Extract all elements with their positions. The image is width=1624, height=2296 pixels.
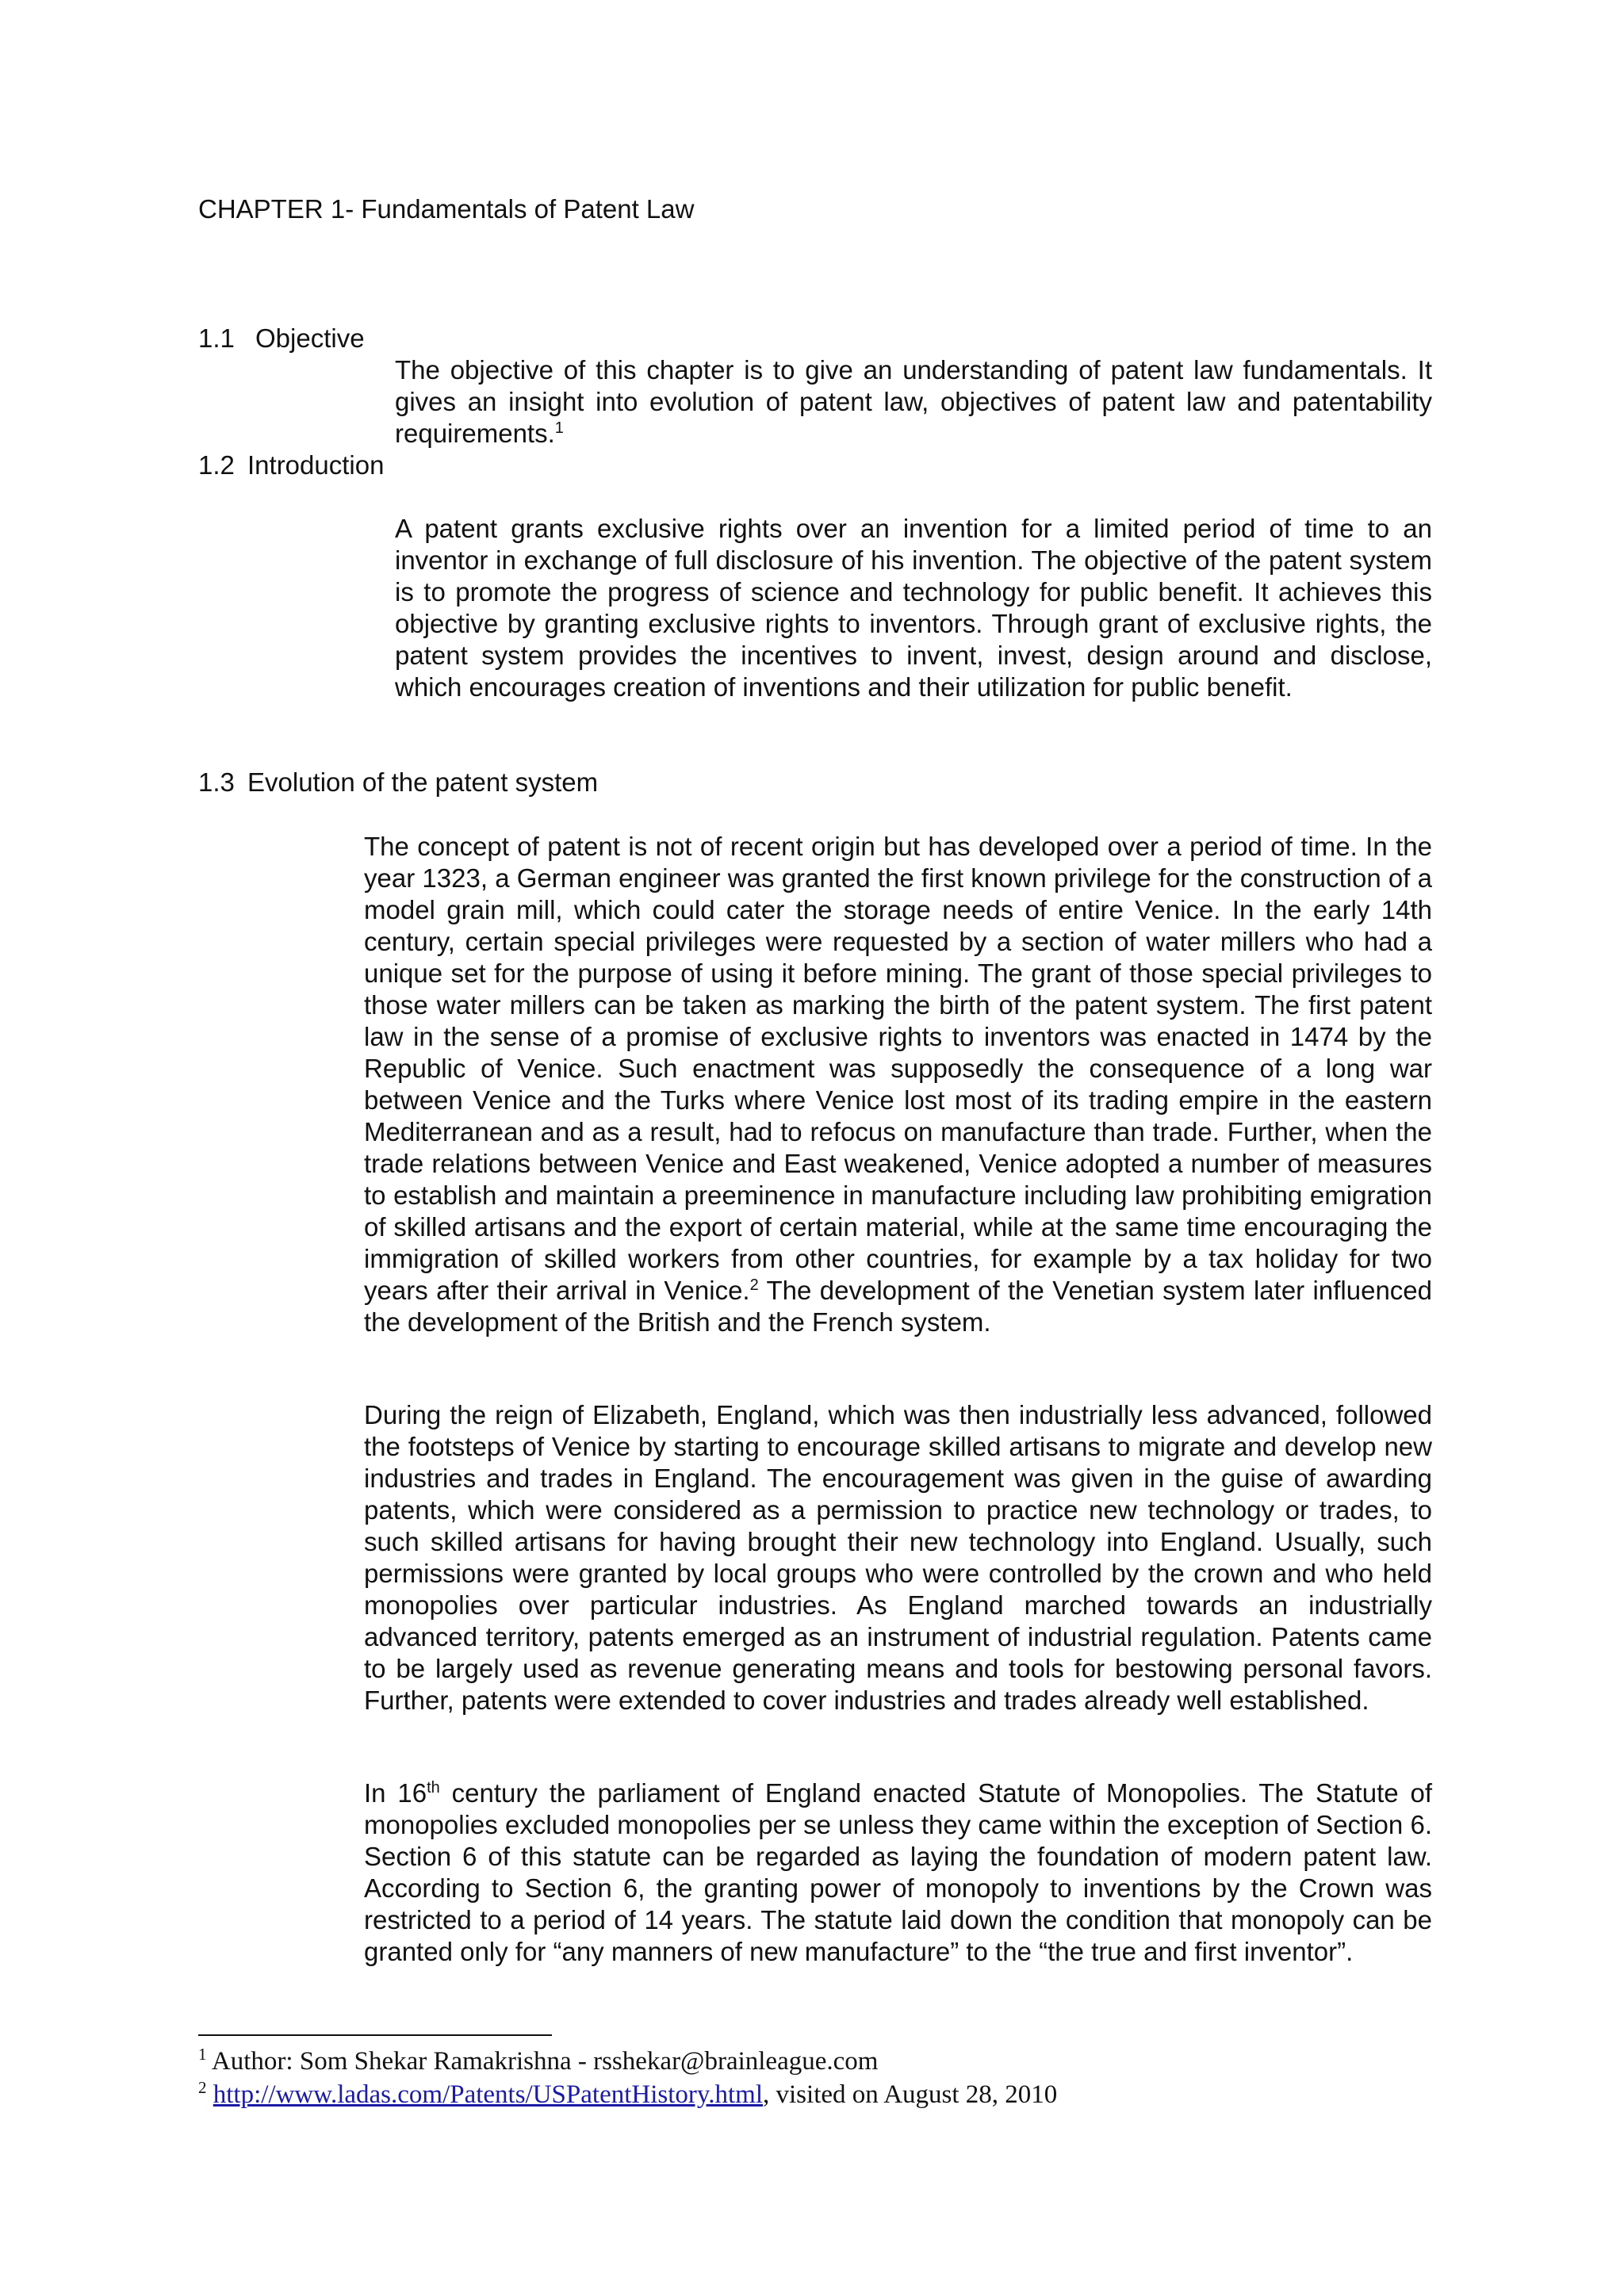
section-heading-objective — [198, 323, 365, 354]
footnote-ref-1: 1 — [554, 419, 564, 437]
footnote-2 — [198, 2079, 1057, 2110]
footnote-1 — [198, 2045, 878, 2077]
paragraph-text: During the reign of Elizabeth, England, which was then industrially less advanced, followed the footsteps of Venice by starting to encourage skilled artisans to migrate and develop new industries and trades in England. The encouragement was given in the guise of awarding patents, which were considered as a permission to practice new technology or trades, to such skilled artisans for having brought their new technology into England. Usually, such permissions were granted by local groups who were controlled by the crown and who held monopolies over particular industries. As England marched towards an industrially advanced territory, patents emerged as an instrument of industrial regulation. Patents came to be largely used as revenue generating means and tools for bestowing personal favors. Further, patents were extended to cover industries and trades already well established. — [364, 1400, 1432, 1715]
paragraph-text: In 16 — [364, 1778, 427, 1808]
footnote-divider — [198, 2034, 552, 2036]
section-number: 1.3 — [198, 767, 235, 797]
paragraph-text-continued: The development of the Venetian system later influenced the development of the British and the French system. — [364, 1276, 1432, 1337]
footnote-text: , visited on August 28, 2010 — [763, 2080, 1058, 2109]
objective-paragraph — [395, 354, 1432, 450]
footnote-number: 1 — [198, 2045, 207, 2064]
introduction-paragraph — [395, 513, 1432, 703]
section-heading-evolution — [198, 767, 598, 798]
section-title: Introduction — [247, 450, 385, 480]
ordinal-superscript: th — [427, 1779, 440, 1797]
section-heading-introduction — [198, 450, 384, 481]
paragraph-text-continued: century the parliament of England enacted Statute of Monopolies. The Statute of monopolies excluded monopolies per se unless they came within the exception of Section 6. Section 6 of this statute can be regarded as laying the foundation of modern patent law. According to Section 6, the granting power of monopoly to inventions by the Crown was restricted to a period of 14 years. The statute laid down the condition that monopoly can be granted only for “any manners of new manufacture” to the “the true and first inventor”. — [364, 1778, 1432, 1966]
evolution-paragraph-1 — [364, 831, 1432, 1338]
footnote-ref-2: 2 — [749, 1276, 759, 1294]
section-title: Evolution of the patent system — [247, 767, 599, 797]
evolution-paragraph-3 — [364, 1777, 1432, 1968]
footnote-link[interactable]: http://www.ladas.com/Patents/USPatentHistory.html — [213, 2080, 764, 2109]
paragraph-text: The concept of patent is not of recent origin but has developed over a period of time. In the year 1323, a German engineer was granted the first known privilege for the construction of a model grain mill, which could cater the storage needs of entire Venice. In the early 14th century, certain special privileges were requested by a section of water millers who had a unique set for the purpose of using it before mining. The grant of those special privileges to those water millers can be taken as marking the birth of the patent system. The first patent law in the sense of a promise of exclusive rights to inventors was enacted in 1474 by the Republic of Venice. Such enactment was supposedly the consequence of a long war between Venice and the Turks where Venice lost most of its trading empire in the eastern Mediterranean and as a result, had to refocus on manufacture than trade. Further, when the trade relations between Venice and East weakened, Venice adopted a number of measures to establish and maintain a preeminence in manufacture including law prohibiting emigration of skilled artisans and the export of certain material, while at the same time encouraging the immigration of skilled workers from other countries, for example by a tax holiday for two years after their arrival in Venice. — [364, 832, 1432, 1305]
chapter-title: CHAPTER 1- Fundamentals of Patent Law — [198, 194, 695, 224]
section-number: 1.1 — [198, 323, 235, 353]
evolution-paragraph-2 — [364, 1399, 1432, 1716]
paragraph-text: A patent grants exclusive rights over an invention for a limited period of time to an inventor in exchange of full disclosure of his invention. The objective of the patent system is to promote the progress of science and technology for public benefit. It achieves this objective by granting exclusive rights to inventors. Through grant of exclusive rights, the patent system provides the incentives to invent, invest, design around and disclose, which encourages creation of inventions and their utilization for public benefit. — [395, 514, 1432, 702]
section-title: Objective — [255, 323, 365, 353]
footnote-text: Author: Som Shekar Ramakrishna - rsshekar@brainleague.com — [206, 2047, 879, 2076]
section-number: 1.2 — [198, 450, 235, 480]
footnote-number: 2 — [198, 2078, 207, 2097]
paragraph-text: The objective of this chapter is to give an understanding of patent law fundamentals. It gives an insight into evolution of patent law, objectives of patent law and patentability requirements. — [395, 355, 1432, 448]
